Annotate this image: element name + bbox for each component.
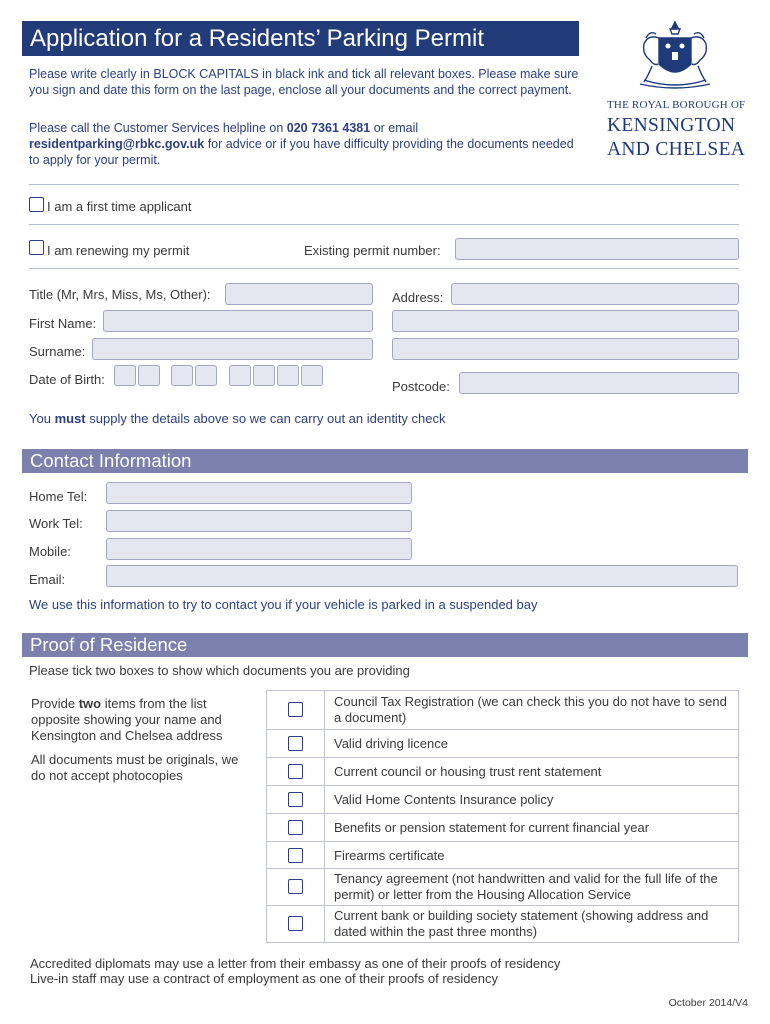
address-label: Address: — [392, 290, 444, 305]
work-tel-input[interactable] — [106, 510, 412, 532]
logo-text-line3: AND CHELSEA — [607, 139, 746, 160]
postcode-input[interactable] — [459, 372, 739, 394]
page-title: Application for a Residents’ Parking Permit — [22, 21, 579, 56]
proof-documents-table — [266, 690, 739, 943]
dob-year-digit-3[interactable] — [277, 365, 299, 386]
first-time-applicant-label: I am a first time applicant — [47, 199, 192, 214]
divider — [29, 268, 739, 269]
contact-section-heading: Contact Information — [22, 449, 748, 473]
tenancy-checkbox[interactable] — [288, 879, 303, 894]
proof-instruction: Please tick two boxes to show which documents you are providing — [29, 663, 410, 678]
first-name-input[interactable] — [103, 310, 373, 332]
proof-row-firearms: Firearms certificate — [267, 842, 738, 869]
firearms-checkbox[interactable] — [288, 848, 303, 863]
logo-text-line2: KENSINGTON — [607, 115, 736, 136]
postcode-label: Postcode: — [392, 379, 450, 394]
dob-year-digit-4[interactable] — [301, 365, 323, 386]
proof-section-heading: Proof of Residence — [22, 633, 748, 657]
divider — [29, 224, 739, 225]
surname-label: Surname: — [29, 344, 86, 359]
renewing-permit-checkbox[interactable] — [29, 240, 44, 255]
email-input[interactable] — [106, 565, 738, 587]
renewing-permit-label: I am renewing my permit — [47, 243, 190, 258]
divider — [29, 184, 739, 185]
council-tax-checkbox[interactable] — [288, 702, 303, 717]
dob-label: Date of Birth: — [29, 372, 105, 387]
proof-row-home-insurance: Valid Home Contents Insurance policy — [267, 786, 738, 814]
instructions-text: Please write clearly in BLOCK CAPITALS in black ink and tick all relevant boxes. Please make sure you sign and date this form on the last page, enclose all your documents and the correct payment. — [29, 67, 579, 97]
helpline-text: Please call the Customer Services helpline on 020 7361 4381 or email residentparking@rbkc.gov.uk for advice or if you have difficulty providing the documents needed to apply for your permit. — [29, 121, 574, 167]
existing-permit-input[interactable] — [455, 238, 739, 260]
dob-day-digit-2[interactable] — [138, 365, 160, 386]
first-time-applicant-checkbox[interactable] — [29, 197, 44, 212]
identity-check-note: You must supply the details above so we can carry out an identity check — [29, 411, 446, 426]
benefits-checkbox[interactable] — [288, 820, 303, 835]
contact-note: We use this information to try to contact you if your vehicle is parked in a suspended bay — [29, 597, 538, 612]
proof-row-tenancy: Tenancy agreement (not handwritten and valid for the full life of the permit) or letter from the Housing Allocation Service — [267, 869, 738, 906]
helpline-number: 020 7361 4381 — [286, 121, 371, 135]
dob-year-digit-1[interactable] — [229, 365, 251, 386]
home-insurance-checkbox[interactable] — [288, 792, 303, 807]
address-line3-input[interactable] — [392, 338, 739, 360]
driving-licence-checkbox[interactable] — [288, 736, 303, 751]
proof-row-driving-licence: Valid driving licence — [267, 730, 738, 758]
first-name-label: First Name: — [29, 316, 97, 331]
live-in-staff-note: Live-in staff may use a contract of employment as one of their proofs of residency — [30, 971, 498, 986]
email-link[interactable]: residentparking@rbkc.gov.uk — [29, 137, 205, 151]
surname-input[interactable] — [92, 338, 373, 360]
proof-guidance: Provide two items from the list opposite showing your name and Kensington and Chelsea address All documents must be originals, we do not accept photocopies — [31, 696, 239, 783]
email-label: Email: — [29, 572, 66, 587]
proof-row-bank-statement: Current bank or building society statement (showing address and dated within the past three months) — [267, 906, 738, 942]
home-tel-input[interactable] — [106, 482, 412, 504]
existing-permit-label: Existing permit number: — [304, 243, 441, 258]
form-version: October 2014/V4 — [668, 997, 748, 1009]
title-label: Title (Mr, Mrs, Miss, Ms, Other): — [29, 287, 211, 302]
diplomat-note: Accredited diplomats may use a letter from their embassy as one of their proofs of residency — [30, 956, 561, 971]
address-line1-input[interactable] — [451, 283, 739, 305]
dob-month-digit-2[interactable] — [195, 365, 217, 386]
home-tel-label: Home Tel: — [29, 489, 88, 504]
rent-statement-checkbox[interactable] — [288, 764, 303, 779]
title-input[interactable] — [225, 283, 373, 305]
logo-text-line1: THE ROYAL BOROUGH OF — [607, 99, 746, 111]
work-tel-label: Work Tel: — [29, 516, 83, 531]
dob-year-digit-2[interactable] — [253, 365, 275, 386]
mobile-input[interactable] — [106, 538, 412, 560]
proof-row-benefits: Benefits or pension statement for current financial year — [267, 814, 738, 842]
address-line2-input[interactable] — [392, 310, 739, 332]
dob-day-digit-1[interactable] — [114, 365, 136, 386]
proof-row-council-tax: Council Tax Registration (we can check this you do not have to send a document) — [267, 691, 738, 730]
proof-row-rent-statement: Current council or housing trust rent statement — [267, 758, 738, 786]
borough-crest-logo — [634, 20, 716, 92]
mobile-label: Mobile: — [29, 544, 71, 559]
dob-month-digit-1[interactable] — [171, 365, 193, 386]
bank-statement-checkbox[interactable] — [288, 916, 303, 931]
